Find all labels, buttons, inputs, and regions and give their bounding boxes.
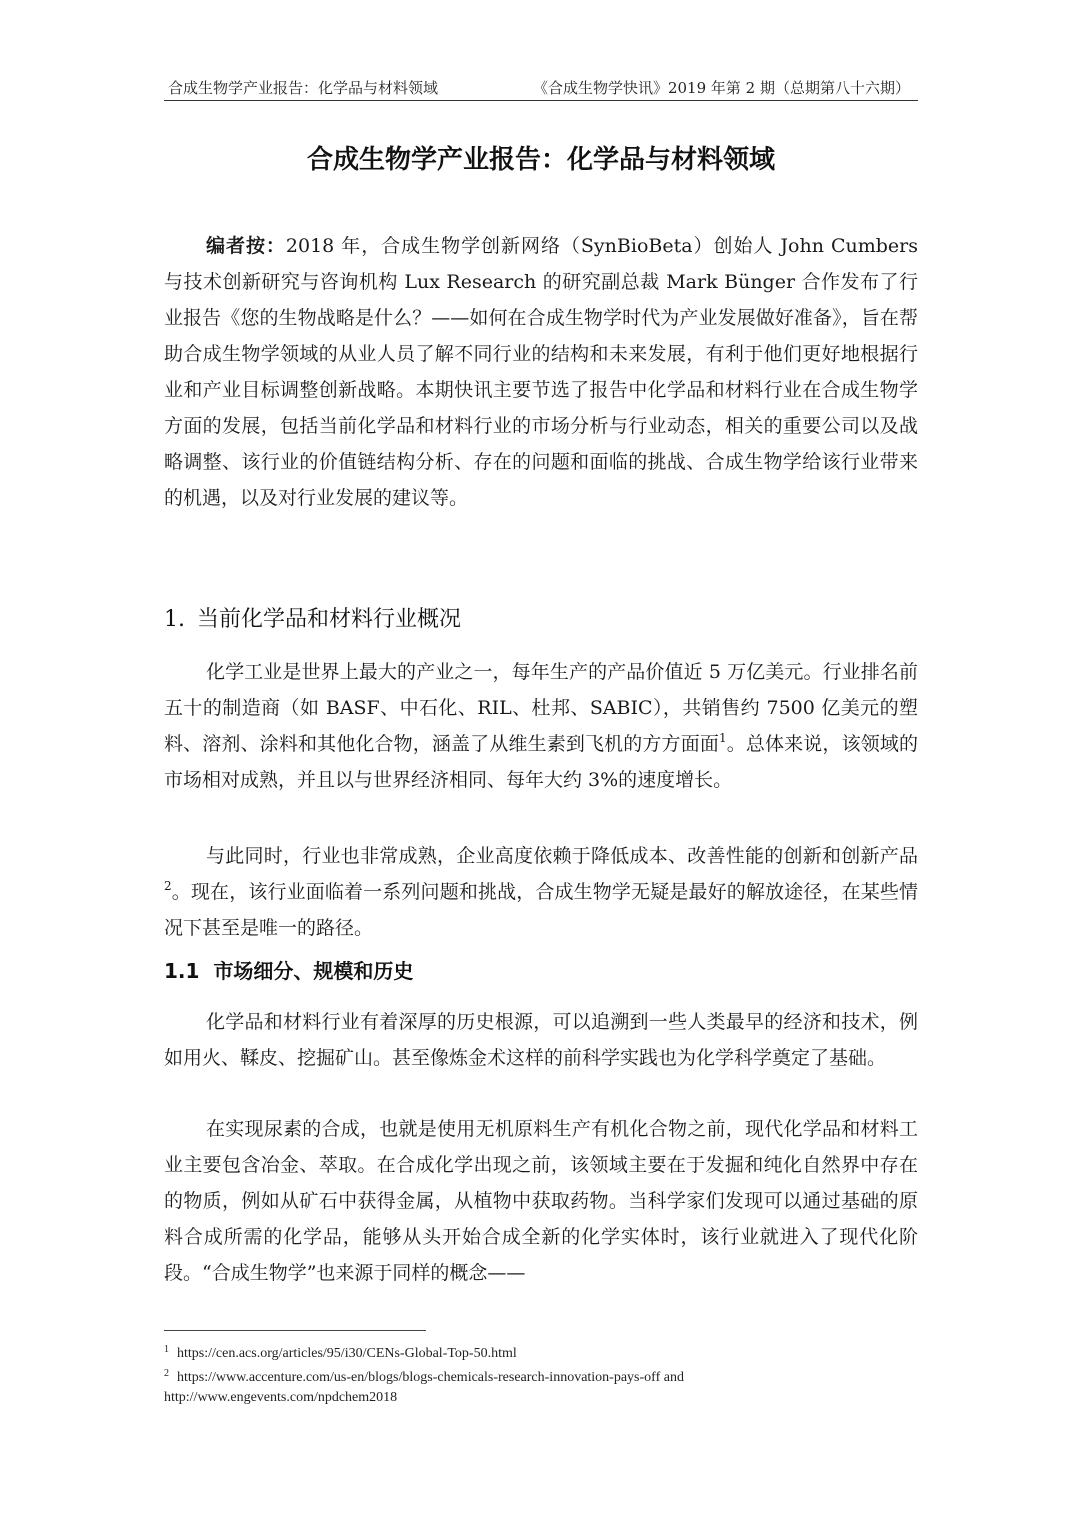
subsection-title: 市场细分、规模和历史 (213, 959, 414, 983)
paragraph-4: 在实现尿素的合成，也就是使用无机原料生产有机化合物之前，现代化学品和材料工业主要包含冶金、萃取。在合成化学出现之前，该领域主要在于发掘和纯化自然界中存在的物质，例如从矿石中获得金属，从植物中获取药物。当科学家们发现可以通过基础的原料合成所需的化学品，能够从头开始合成全新的化学实体时，该行业就进入了现代化阶段。“合成生物学”也来源于同样的概念—— (164, 1118, 918, 1284)
footnotes (164, 1340, 918, 1408)
section-number: 1. (164, 607, 185, 632)
running-header (164, 76, 918, 101)
footnote-mark: 2 (164, 1368, 169, 1379)
paragraph-text: 。现在，该行业面临着一系列问题和挑战，合成生物学无疑是最好的解放途径，在某些情况下甚至是唯一的路径。 (164, 881, 918, 939)
footnote-1 (164, 1340, 918, 1364)
document-title: 合成生物学产业报告：化学品与材料领域 (306, 145, 775, 175)
section-title: 当前化学品和材料行业概况 (197, 607, 462, 632)
editor-note (164, 228, 918, 516)
paragraph-text: 与此同时，行业也非常成熟，企业高度依赖于降低成本、改善性能的创新和创新产品 (206, 845, 918, 867)
footnote-divider (164, 1330, 426, 1331)
subsection-heading-1-1 (164, 953, 918, 989)
footnote-ref-2[interactable]: 2 (164, 879, 172, 893)
footnote-link[interactable]: http://www.engevents.com/npdchem2018 (164, 1390, 398, 1405)
footnote-mark: 1 (164, 1344, 169, 1355)
header-right-issue: 《合成生物学快讯》2019 年第 2 期（总期第八十六期） (532, 79, 910, 97)
subsection-number: 1.1 (164, 959, 200, 983)
section-heading-1 (164, 602, 918, 638)
footnote-2-continued (164, 1388, 918, 1408)
paragraph-text: 化学工业是世界上最大的产业之一，每年生产的产品价值近 5 万亿美元。行业排名前五十的制造商（如 BASF、中石化、RIL、杜邦、SABIC），共销售约 7500 亿美元的塑料、溶剂、涂料和其他化合物，涵盖了从维生素到飞机的方方面面 (164, 661, 918, 755)
paragraph-1 (164, 654, 918, 798)
footnote-link[interactable]: https://cen.acs.org/articles/95/i30/CENs-Global-Top-50.html (177, 1346, 517, 1361)
paragraph-2 (164, 838, 918, 946)
footnote-link[interactable]: https://www.accenture.com/us-en/blogs/blogs-chemicals-research-innovation-pays-off and (177, 1370, 684, 1385)
paragraph-text: 。总体来说，该领域的市场相对成熟，并且以与世界经济相同、每年大约 3%的速度增长。 (164, 733, 918, 791)
header-left-title: 合成生物学产业报告：化学品与材料领域 (168, 79, 439, 97)
footnote-ref-1[interactable]: 1 (718, 731, 727, 745)
editor-note-label: 编者按： (206, 235, 286, 257)
editor-note-text: 2018 年，合成生物学创新网络（SynBioBeta）创始人 John Cumbers 与技术创新研究与咨询机构 Lux Research 的研究副总裁 Mark Bünger 合作发布了行业报告《您的生物战略是什么？——如何在合成生物学时代为产业发展做好准备》，旨在帮助合成生物学领域的从业人员了解不同行业的结构和未来发展，有利于他们更好地根据行业和产业目标调整创新战略。本期快讯主要节选了报告中化学品和材料行业在合成生物学方面的发展，包括当前化学品和材料行业的市场分析与行业动态，相关的重要公司以及战略调整、该行业的价值链结构分析、存在的问题和面临的挑战、合成生物学给该行业带来的机遇，以及对行业发展的建议等。 (164, 235, 918, 509)
paragraph-3: 化学品和材料行业有着深厚的历史根源，可以追溯到一些人类最早的经济和技术，例如用火、鞣皮、挖掘矿山。甚至像炼金术这样的前科学实践也为化学科学奠定了基础。 (164, 1011, 918, 1069)
footnote-2 (164, 1364, 918, 1388)
